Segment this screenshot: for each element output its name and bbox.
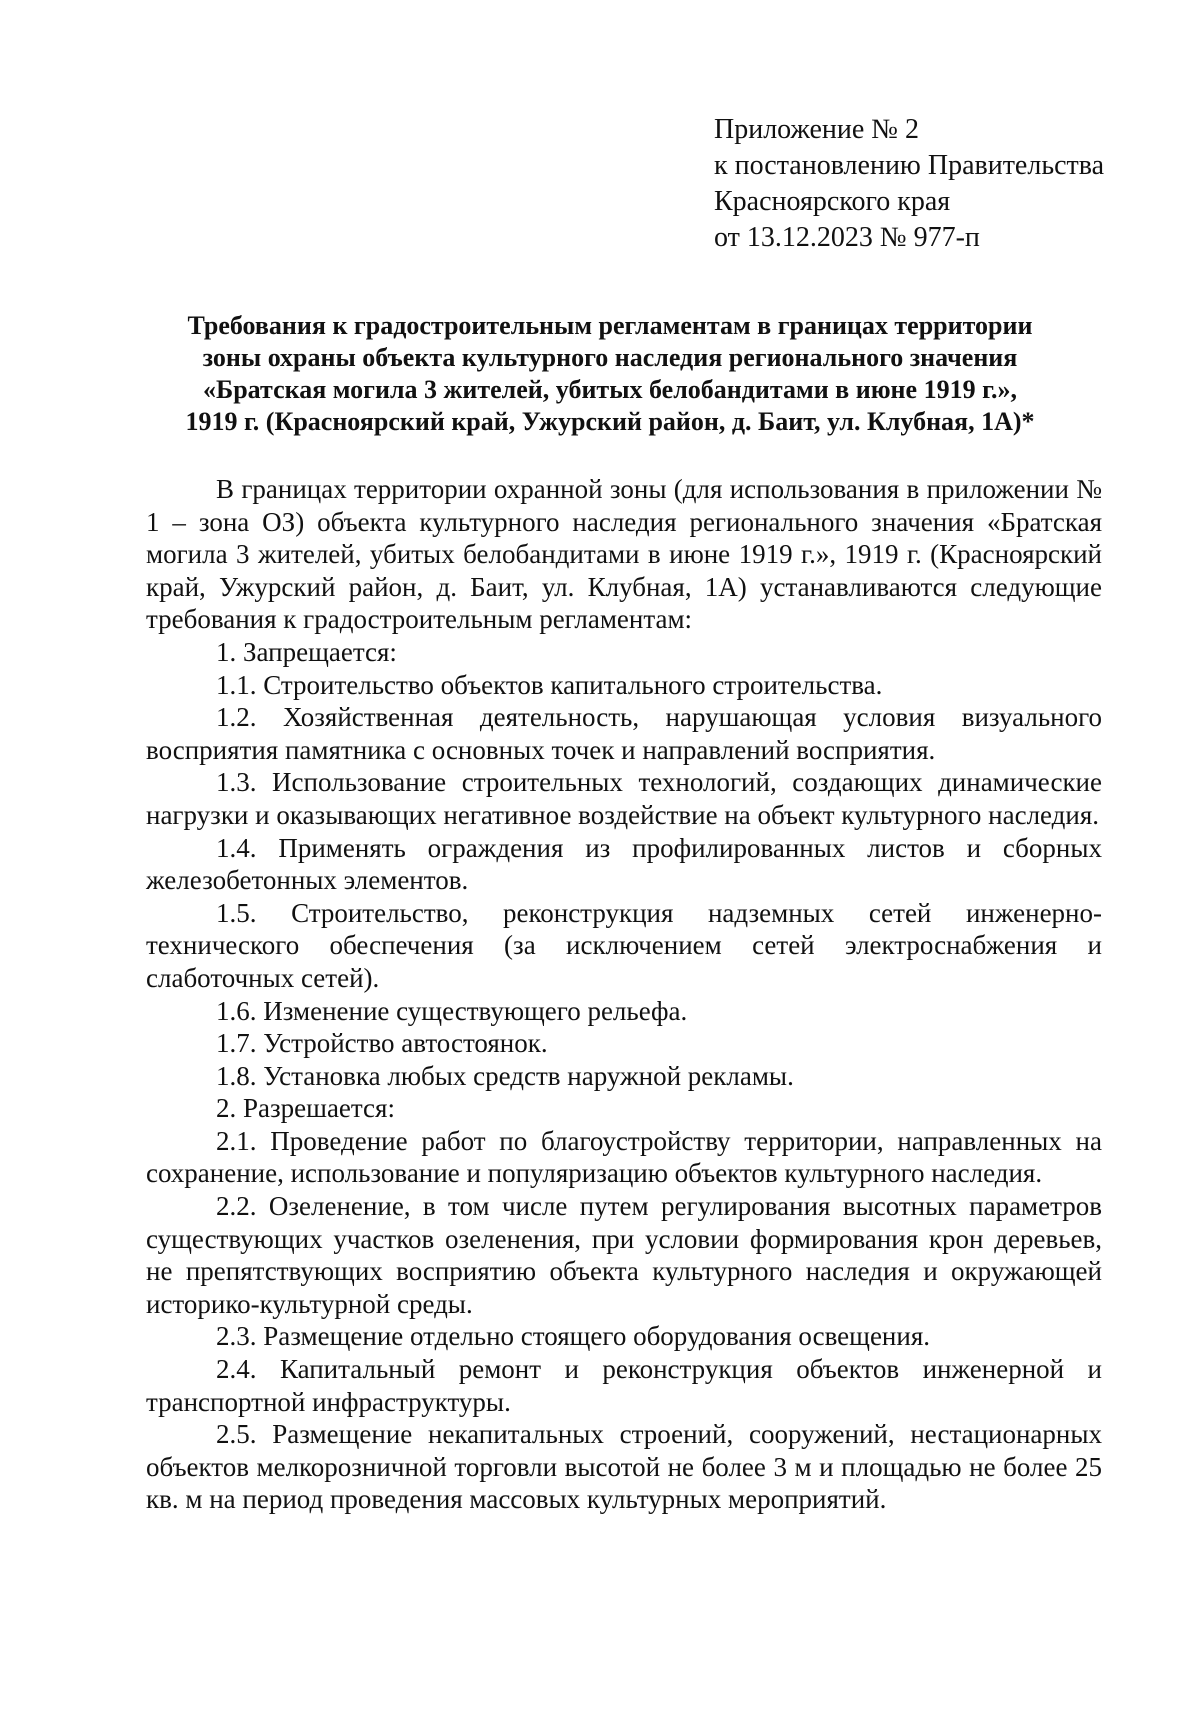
item-2-3: 2.3. Размещение отдельно стоящего оборудования освещения.: [216, 1321, 930, 1352]
item-1: 1. Запрещается:: [216, 636, 397, 667]
appendix-region: Красноярского края: [714, 186, 951, 217]
item-2-5: 2.5. Размещение некапитальных строений, сооружений, нестационарных объектов мелкорозничной торговли высотой не более 3 м и площадью не более 25 кв. м на период проведения массовых культурных мероприятий.: [146, 1419, 1102, 1515]
item-1-7: 1.7. Устройство автостоянок.: [216, 1028, 548, 1059]
title-line-1: Требования к градостроительным регламентам в границах территории: [187, 311, 1033, 340]
item-2-4: 2.4. Капитальный ремонт и реконструкция объектов инженерной и транспортной инфраструктуры.: [146, 1354, 1102, 1417]
title-line-2: зоны охраны объекта культурного наследия регионального значения: [202, 343, 1018, 372]
item-1-4: 1.4. Применять ограждения из профилированных листов и сборных железобетонных элементов.: [146, 832, 1102, 896]
item-1-6: 1.6. Изменение существующего рельефа.: [216, 995, 688, 1026]
item-2-1: 2.1. Проведение работ по благоустройству территории, направленных на сохранение, использование и популяризацию объектов культурного наследия.: [146, 1125, 1102, 1189]
item-1-1: 1.1. Строительство объектов капитального строительства.: [216, 669, 883, 700]
appendix-reference: к постановлению Правительства: [714, 150, 1105, 181]
item-2-2: 2.2. Озеленение, в том числе путем регулирования высотных параметров существующих участков озеленения, при условии формирования крон деревьев, не препятствующих восприятию объекта культурного наследия и окружающей историко-культурной среды.: [146, 1191, 1102, 1319]
document-body: [146, 473, 1102, 1516]
title-line-3: «Братская могила 3 жителей, убитых белобандитами в июне 1919 г.»,: [203, 375, 1017, 404]
appendix-number: Приложение № 2: [714, 114, 919, 145]
item-1-3: 1.3. Использование строительных технологий, создающих динамические нагрузки и оказывающих негативное воздействие на объект культурного наследия.: [146, 767, 1102, 830]
item-1-5: 1.5. Строительство, реконструкция надземных сетей инженерно-технического обеспечения (за исключением сетей электроснабжения и слаботочных сетей).: [146, 897, 1102, 993]
appendix-date: от 13.12.2023 № 977-п: [714, 222, 980, 253]
appendix-header: [714, 112, 1104, 256]
item-2: 2. Разрешается:: [216, 1093, 395, 1124]
item-1-8: 1.8. Установка любых средств наружной рекламы.: [216, 1060, 794, 1091]
document-title: [140, 310, 1080, 438]
title-line-4: 1919 г. (Красноярский край, Ужурский район, д. Баит, ул. Клубная, 1А)*: [185, 407, 1035, 436]
intro-paragraph: В границах территории охранной зоны (для использования в приложении № 1 – зона ОЗ) объекта культурного наследия регионального значения «Братская могила 3 жителей, убитых белобандитами в июне 1919 г.», 1919 г. (Красноярский край, Ужурский район, д. Баит, ул. Клубная, 1А) устанавливаются следующие требования к градостроительным регламентам:: [146, 474, 1102, 635]
item-1-2: 1.2. Хозяйственная деятельность, нарушающая условия визуального восприятия памятника с основных точек и направлений восприятия.: [146, 702, 1102, 765]
